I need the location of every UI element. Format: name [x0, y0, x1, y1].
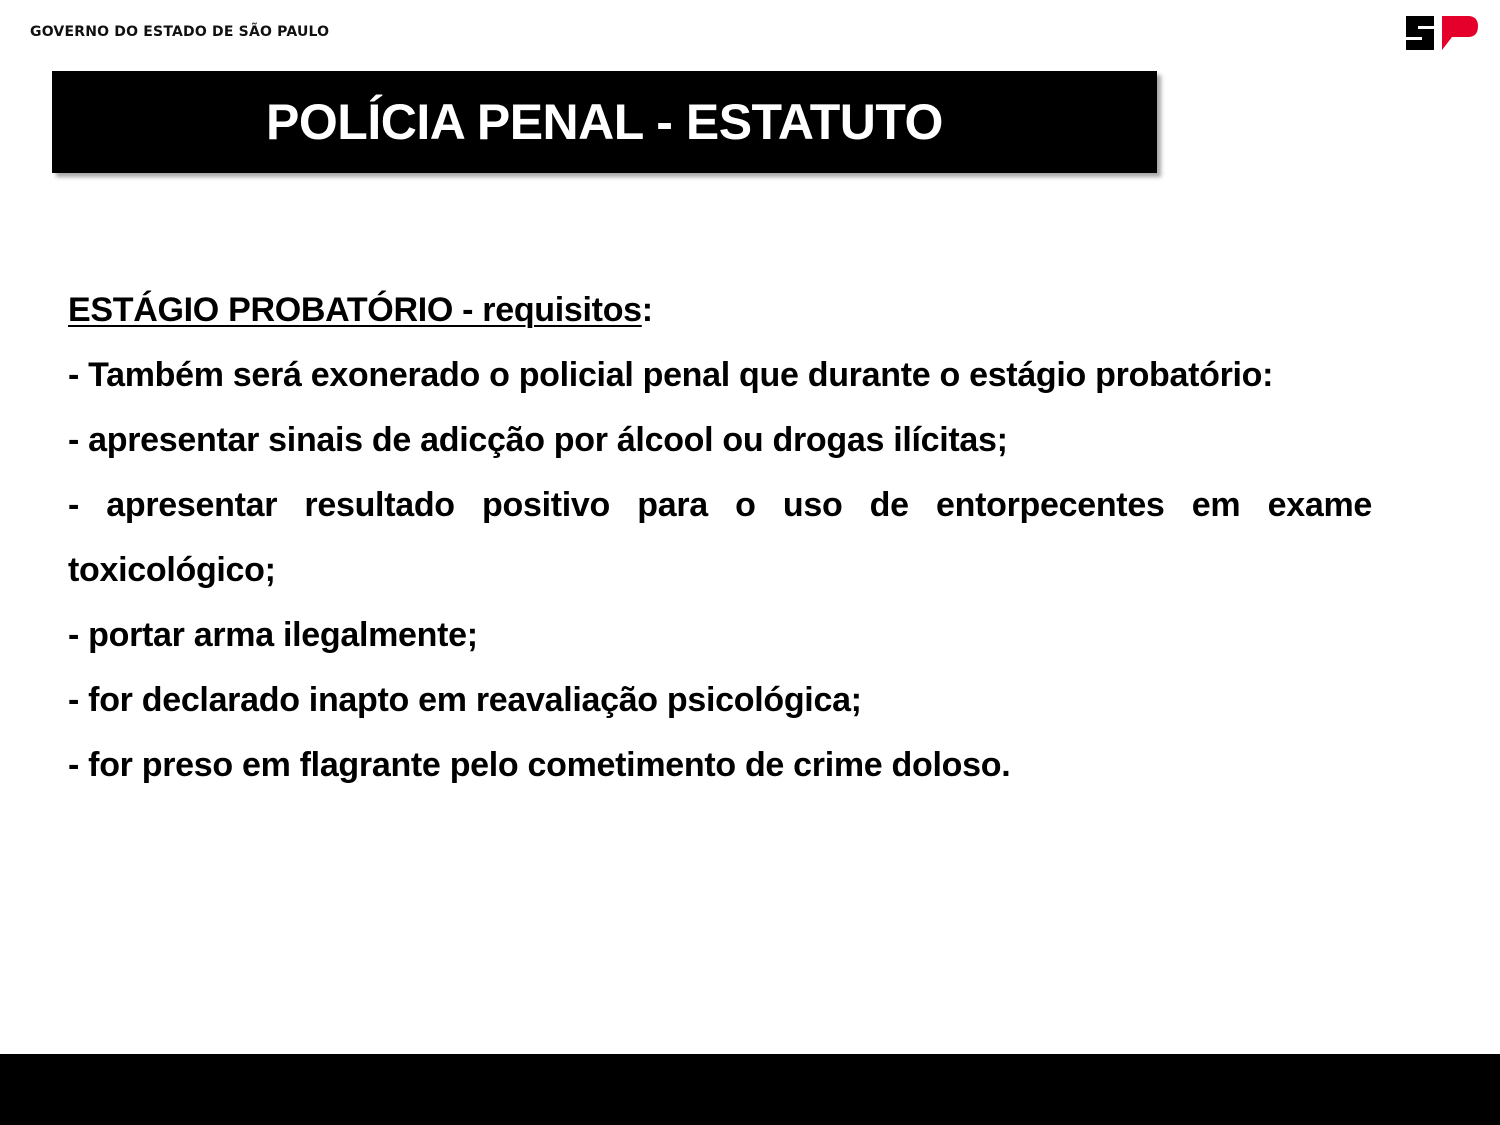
requirement-item-toxicology: - apresentar resultado positivo para o uso de entorpecentes em exame toxicológico; [68, 486, 1372, 589]
requirement-item-psych-evaluation: - for declarado inapto em reavaliação psicológica; [68, 681, 862, 719]
title-banner [52, 71, 1157, 173]
slide-content [68, 278, 1372, 798]
requirement-item-illegal-weapon: - portar arma ilegalmente; [68, 616, 478, 654]
requirement-intro: - Também será exonerado o policial penal que durante o estágio probatório: [68, 356, 1274, 394]
slide-title: POLÍCIA PENAL - ESTATUTO [266, 94, 943, 150]
gov-header-label: GOVERNO DO ESTADO DE SÃO PAULO [30, 24, 330, 40]
section-heading [68, 278, 1372, 343]
section-heading-suffix: : [641, 291, 653, 329]
requirement-item-addiction: - apresentar sinais de adicção por álcool ou drogas ilícitas; [68, 421, 1008, 459]
footer-bar [0, 1054, 1500, 1125]
section-heading-underlined: ESTÁGIO PROBATÓRIO - requisitos [68, 291, 642, 329]
sp-logo-s-shape [1406, 16, 1434, 50]
sp-logo-p-shape [1442, 16, 1478, 50]
sp-logo-icon [1404, 14, 1480, 52]
requirement-item-arrest: - for preso em flagrante pelo cometimento de crime doloso. [68, 746, 1011, 784]
